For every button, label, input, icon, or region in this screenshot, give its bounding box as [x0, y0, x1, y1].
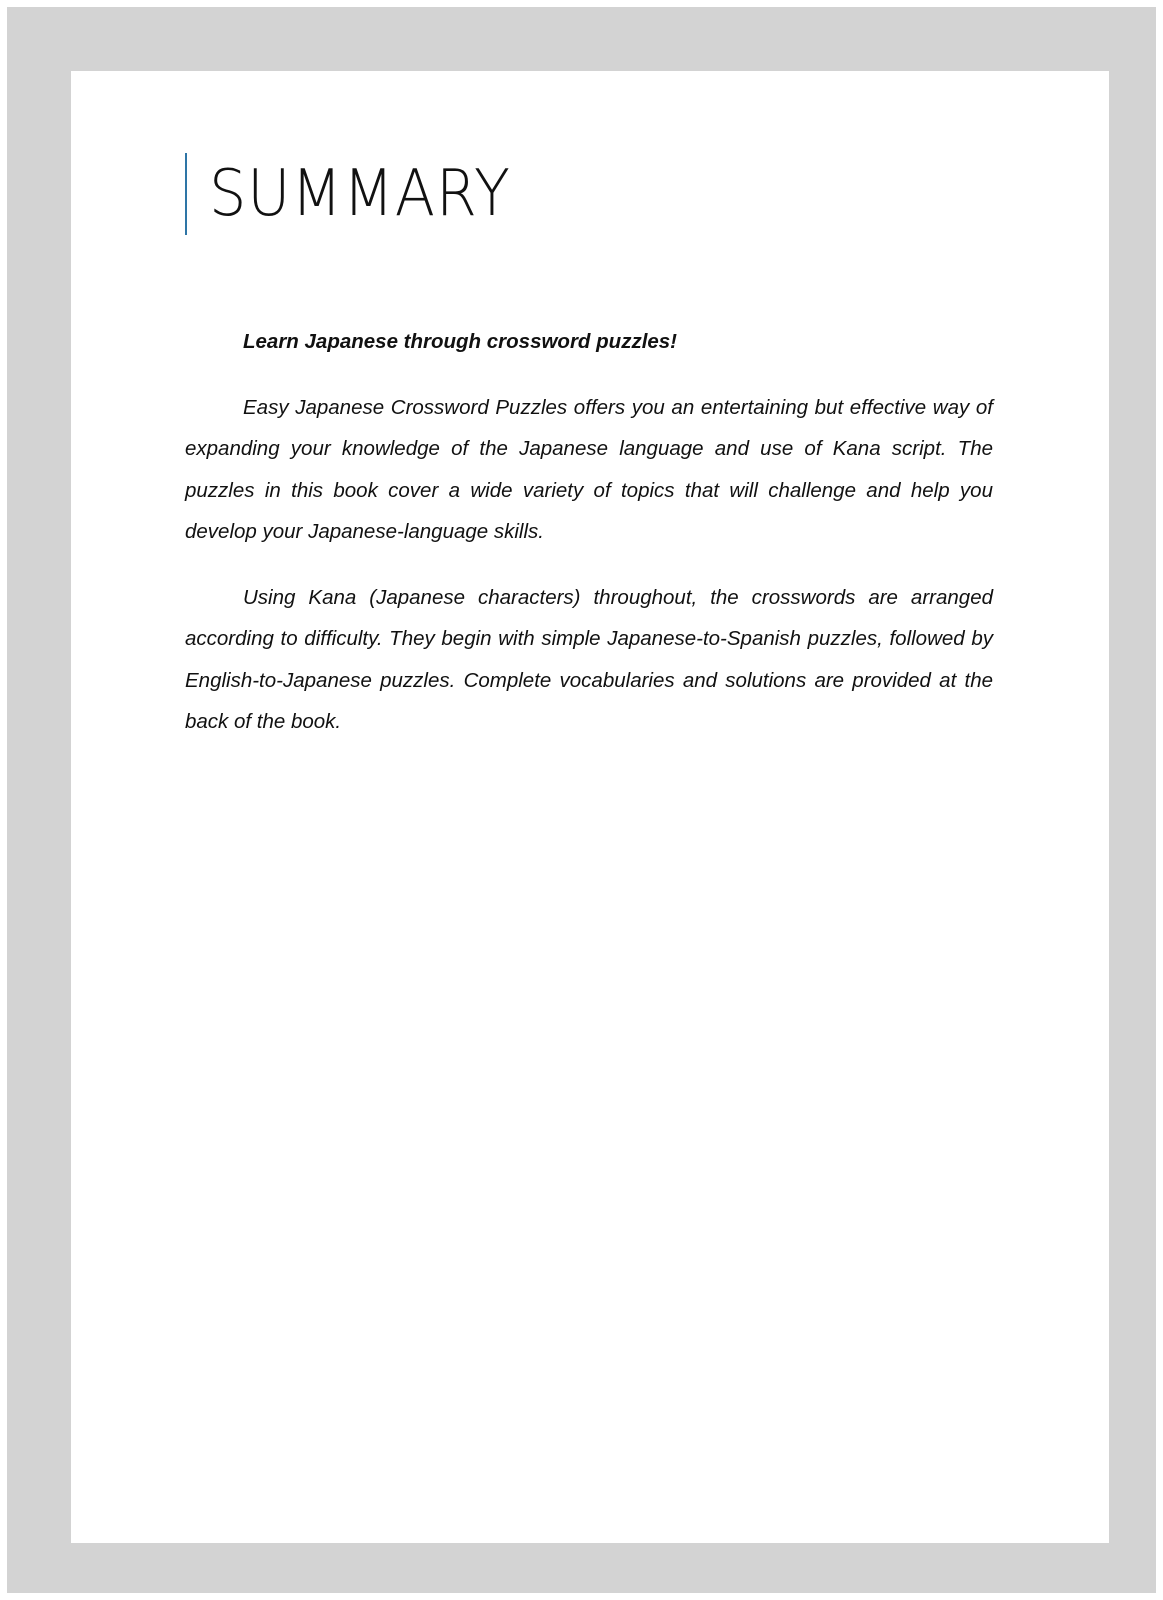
title-block: [185, 153, 537, 235]
paragraph-2: Using Kana (Japanese characters) throughout, the crosswords are arranged according to difficulty. They begin with simple Japanese-to-Spanish puzzles, followed by English-to-Japanese puzzles. Complete vocabularies and solutions are provided at the back of the book.: [185, 585, 993, 733]
paragraph-1: Easy Japanese Crossword Puzzles offers you an entertaining but effective way of expanding your knowledge of the Japanese language and use of Kana script. The puzzles in this book cover a wide variety of topics that will challenge and help you develop your Japanese-language skills.: [185, 395, 993, 543]
summary-body: [185, 321, 993, 767]
document-page: [71, 71, 1109, 1543]
page-title: SUMMARY: [209, 157, 511, 231]
lead-sentence: Learn Japanese through crossword puzzles!: [243, 330, 678, 353]
outer-frame: [7, 7, 1156, 1593]
